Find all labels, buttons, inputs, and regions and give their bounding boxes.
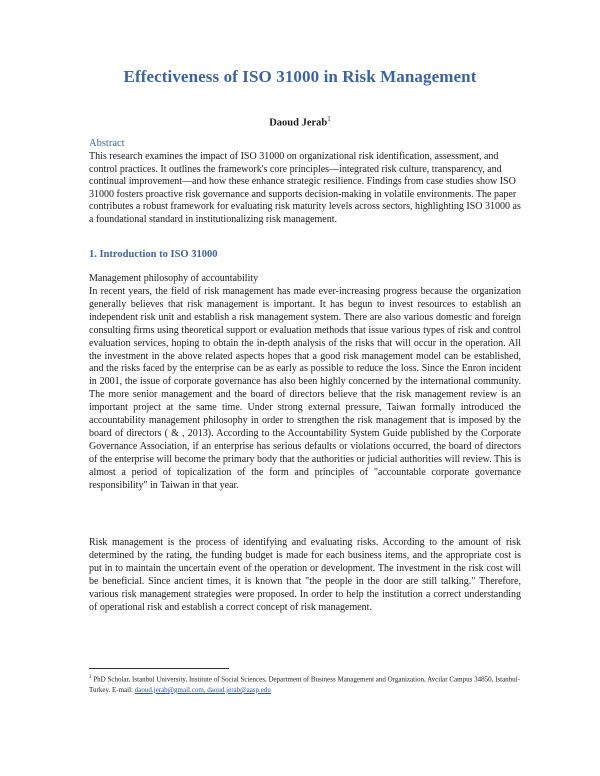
paper-title: Effectiveness of ISO 31000 in Risk Management xyxy=(123,67,477,86)
footnote-divider xyxy=(89,668,229,669)
body-paragraph-2: Risk management is the process of identifying and evaluating risks. According to the amount of risk determined by the rating, the funding budget is made for each business items, and the appropriate cost is put in to maintain the uncertain event of the operation or development. The investment in the risk cost will be beneficial. Since ancient times, it is known that "the people in the door are still talking." Therefore, various risk management strategies were proposed. In order to help the institution a correct understanding of operational risk and establish a correct concept of risk management. xyxy=(89,537,521,613)
footnote xyxy=(89,673,521,695)
abstract-heading: Abstract xyxy=(89,138,125,149)
author-name: Daoud Jerab xyxy=(269,117,328,129)
section-heading: 1. Introduction to ISO 31000 xyxy=(89,249,218,260)
abstract-body: This research examines the impact of ISO 31000 on organizational risk identification, assessment, and control practices. It outlines the framework's core principles—integrated risk culture, transparency, and continual improvement—and how these enhance strategic resilience. Findings from case studies show ISO 31000 fosters proactive risk governance and supports decision-making in volatile environments. The paper contributes a robust framework for evaluating risk maturity levels across sectors, highlighting ISO 31000 as a foundational standard in institutionalizing risk management. xyxy=(89,151,521,225)
body-paragraph-1: In recent years, the field of risk management has made ever-increasing progress because the organization generally believes that risk management is important. It has begun to invest resources to establish an independent risk unit and establish a risk management system. There are also various domestic and foreign consulting firms using theoretical support or evaluation methods that issue various types of risk and control evaluation services, hoping to obtain the in-depth analysis of the risks that will occur in the operation. All the investment in the above related aspects hopes that a good risk management model can be established, and the risks faced by the enterprise can be as early as possible to reduce the loss. Since the Enron incident in 2001, the issue of corporate governance has also been highly concerned by the international community. The more senior management and the board of directors believe that the risk management review is an important project at the same time. Under strong external pressure, Taiwan formally introduced the accountability management philosophy in order to strengthen the risk management that is imposed by the board of directors ( & , 2013). According to the Accountability System Guide published by the Corporate Governance Association, if an enterprise has serious defaults or violations occurred, the board of directors of the enterprise will become the primary body that the authorities or judicial authorities will review. This is almost a period of topicalization of the form and principles of "accountable corporate governance responsibility" in Taiwan in that year. xyxy=(89,286,521,491)
author-footnote-mark: 1 xyxy=(327,115,331,123)
footnote-mark: 1 xyxy=(89,675,92,680)
author-line xyxy=(0,115,600,129)
section-subheading: Management philosophy of accountability xyxy=(89,273,259,284)
footnote-text: PhD Scholar, Istanbul University, Institute of Social Sciences, Department of Business Management and Organization, Avcilar Campus 34850, Istanbul-Turkey. E-mail: xyxy=(89,675,520,694)
footnote-email-link[interactable]: daoud.jerab@gmail.com, daoud.jerab@aasp.edu xyxy=(134,685,271,694)
